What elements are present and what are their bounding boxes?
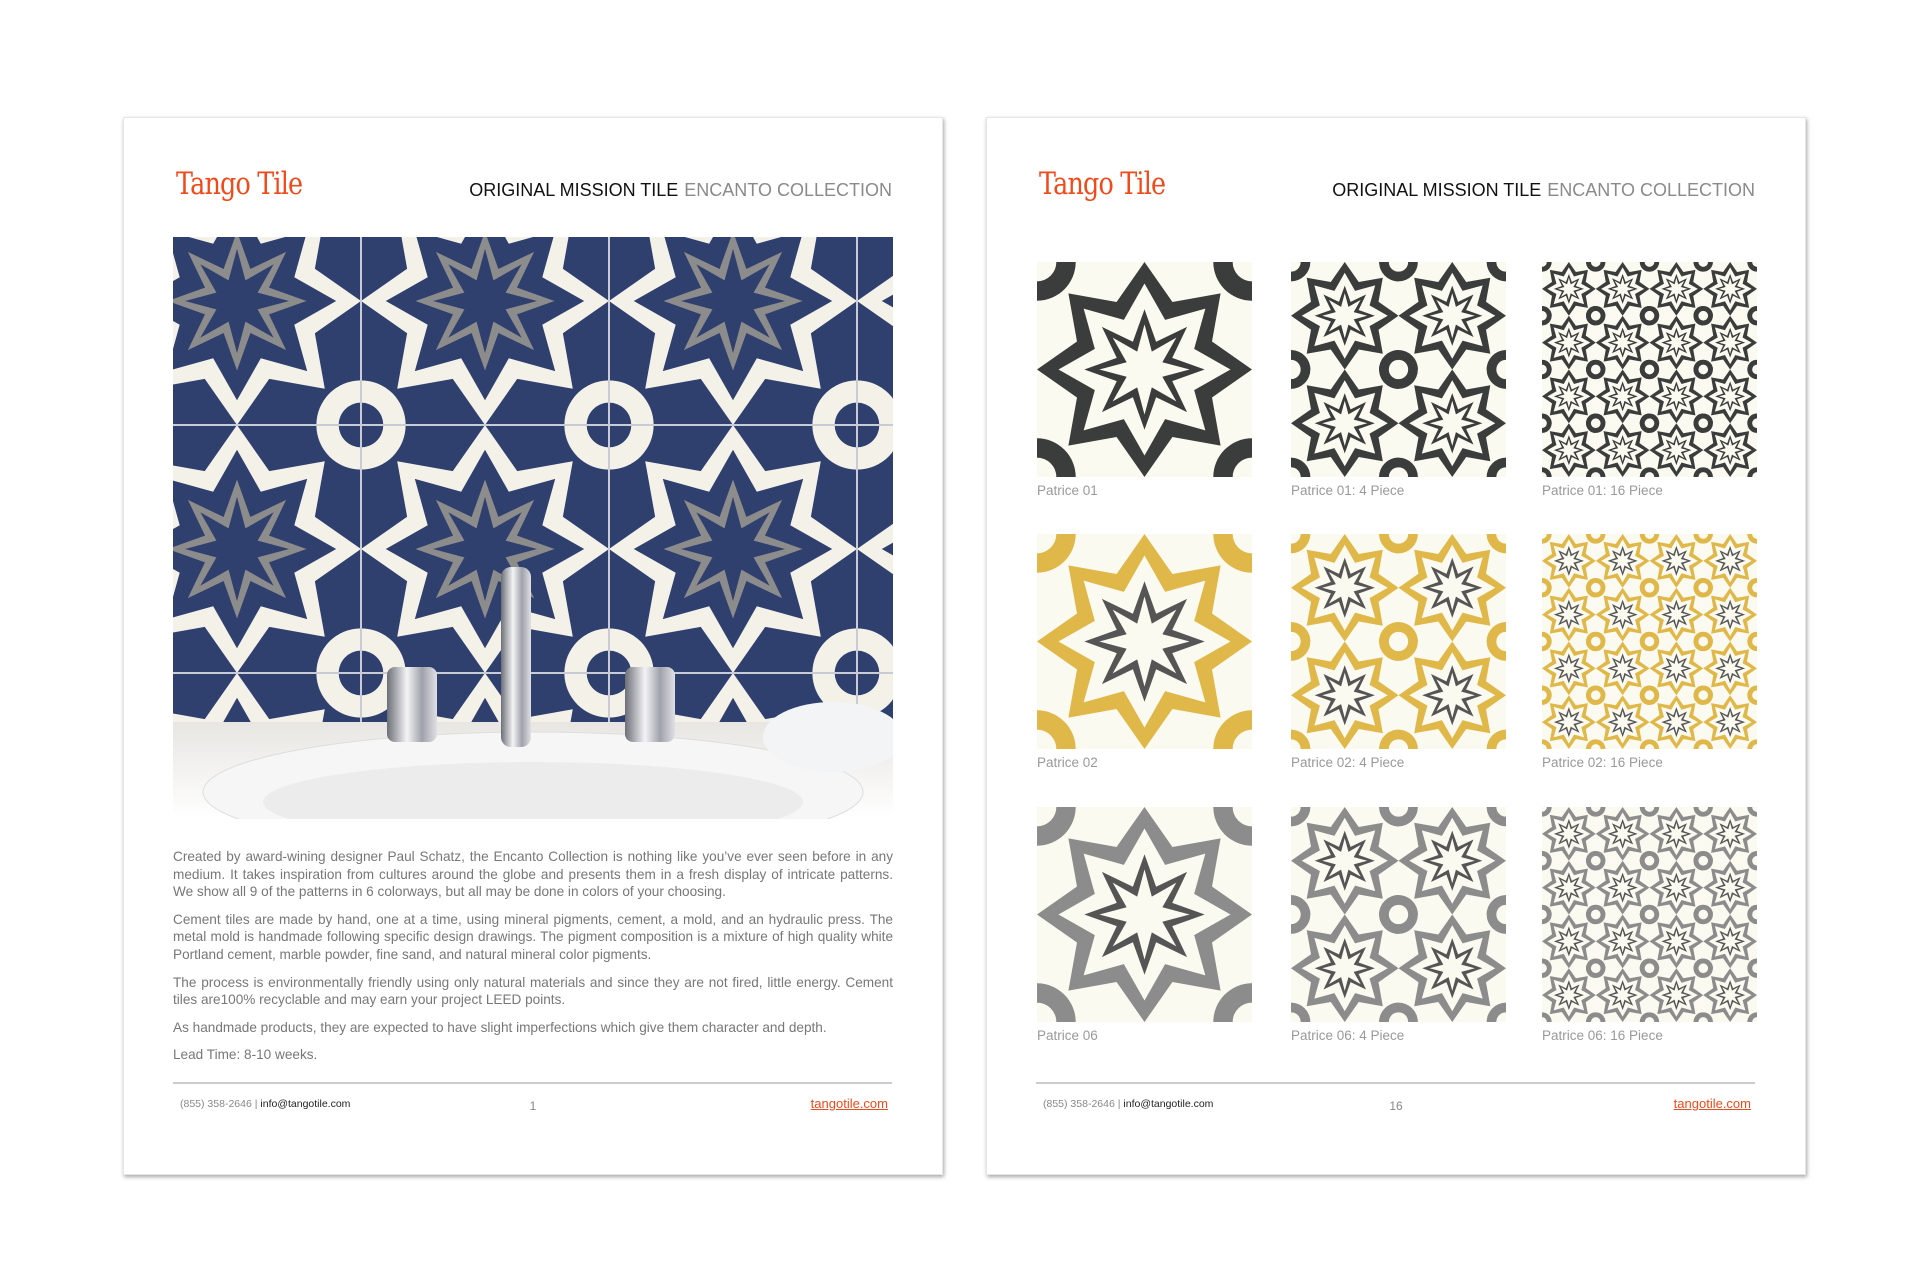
header-title: ORIGINAL MISSION TILE [1332, 180, 1542, 200]
footer-phone: (855) 358-2646 [1043, 1098, 1115, 1110]
page-header [469, 180, 892, 201]
footer-email[interactable]: info@tangotile.com [260, 1098, 351, 1110]
tango-tile-logo: Tango Tile [1039, 166, 1166, 202]
header-collection: ENCANTO COLLECTION [1547, 180, 1755, 200]
page-number: 1 [529, 1099, 537, 1113]
tile-label: Patrice 01: 4 Piece [1291, 483, 1405, 498]
paragraph: As handmade products, they are expected to have slight imperfections which give them character and depth. [173, 1019, 827, 1035]
tile-swatch [1542, 262, 1757, 477]
tile-swatch [1291, 534, 1506, 749]
footer-phone: (855) 358-2646 [180, 1098, 252, 1110]
bathroom-tile-photo [173, 237, 893, 819]
website-link[interactable]: tangotile.com [1673, 1096, 1751, 1111]
tile-swatch [1037, 262, 1252, 477]
footer-divider [1036, 1082, 1755, 1084]
paragraph: The process is environmentally friendly using only natural materials and since they are not fired, little energy. Cement tiles are100% recyclable and may earn your project LEED points. [173, 974, 893, 1008]
footer-email[interactable]: info@tangotile.com [1123, 1098, 1214, 1110]
tile-label: Patrice 01 [1037, 483, 1098, 498]
tile-label: Patrice 06: 4 Piece [1291, 1028, 1405, 1043]
tile-label: Patrice 06: 16 Piece [1542, 1028, 1663, 1043]
separator: | [1117, 1098, 1121, 1110]
website-link[interactable]: tangotile.com [810, 1096, 888, 1111]
paragraph: Created by award-wining designer Paul Schatz, the Encanto Collection is nothing like you’ve ever seen before in any medium. It takes inspiration from cultures around the globe and presents them in a fresh display of intricate patterns. We show all 9 of the patterns in 6 colorways, but all may be done in colors of your choosing. [173, 849, 893, 900]
separator: | [254, 1098, 258, 1110]
footer-divider [173, 1082, 892, 1084]
page-number: 16 [1389, 1099, 1403, 1113]
tile-label: Patrice 06 [1037, 1028, 1098, 1043]
tile-swatch [1037, 807, 1252, 1022]
tango-tile-logo: Tango Tile [176, 166, 303, 202]
tile-label: Patrice 01: 16 Piece [1542, 483, 1663, 498]
tile-label: Patrice 02: 16 Piece [1542, 755, 1663, 770]
header-title: ORIGINAL MISSION TILE [469, 180, 679, 200]
lead-time: Lead Time: 8-10 weeks. [173, 1047, 318, 1063]
tile-swatch [1542, 534, 1757, 749]
paragraph: Cement tiles are made by hand, one at a time, using mineral pigments, cement, a mold, and an hydraulic press. The metal mold is handmade following specific design drawings. The pigment composition is a mixture of high quality white Portland cement, marble powder, fine sand, and natural mineral color pigments. [173, 911, 893, 962]
brochure-page-16 [986, 117, 1806, 1175]
brochure-page-1 [123, 117, 943, 1175]
tile-swatch [1542, 807, 1757, 1022]
tile-swatch [1291, 262, 1506, 477]
tile-label: Patrice 02: 4 Piece [1291, 755, 1405, 770]
page-header [1332, 180, 1755, 201]
tile-label: Patrice 02 [1037, 755, 1098, 770]
tile-swatch [1291, 807, 1506, 1022]
tile-swatch [1037, 534, 1252, 749]
description-text [173, 848, 893, 1074]
header-collection: ENCANTO COLLECTION [684, 180, 892, 200]
